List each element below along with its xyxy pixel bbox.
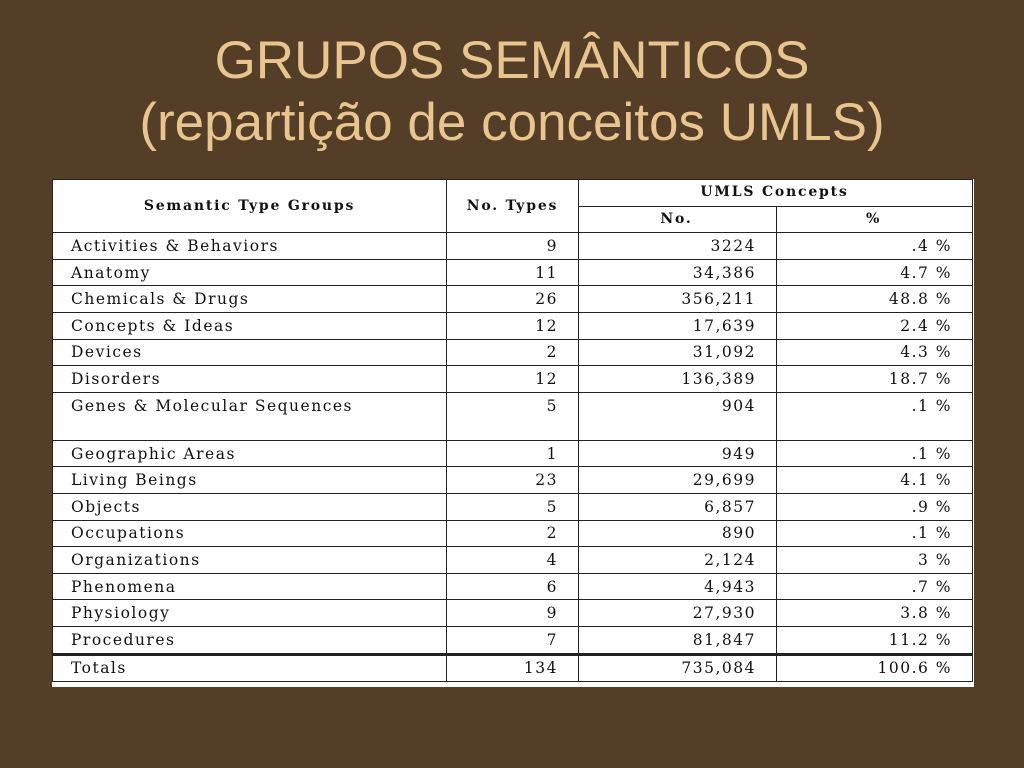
cell-concepts-count: 4,943: [579, 573, 777, 600]
cell-concepts-count: 29,699: [579, 467, 777, 494]
table-row: [53, 520, 973, 547]
cell-types-count: 12: [447, 366, 579, 393]
cell-types-count: 5: [447, 392, 579, 440]
table-row: [53, 286, 973, 313]
table-row: [53, 467, 973, 494]
cell-concepts-count: 735,084: [579, 654, 777, 682]
table-body: [53, 233, 973, 682]
table-row: [53, 312, 973, 339]
table-row: [53, 259, 973, 286]
cell-concepts-percent: 48.8 %: [777, 286, 973, 313]
header-concepts-percent: %: [777, 206, 973, 233]
table-row: [53, 493, 973, 520]
table-row: [53, 600, 973, 627]
table-row: [53, 233, 973, 260]
table-row: [53, 366, 973, 393]
header-semantic-type-groups: Semantic Type Groups: [53, 180, 447, 233]
cell-concepts-count: 31,092: [579, 339, 777, 366]
cell-concepts-count: 890: [579, 520, 777, 547]
cell-types-count: 134: [447, 654, 579, 682]
cell-group-name: Totals: [53, 654, 447, 682]
cell-group-name: Chemicals & Drugs: [53, 286, 447, 313]
header-umls-concepts: UMLS Concepts: [579, 180, 973, 207]
cell-group-name: Phenomena: [53, 573, 447, 600]
cell-group-name: Devices: [53, 339, 447, 366]
cell-concepts-count: 27,930: [579, 600, 777, 627]
cell-concepts-percent: 3 %: [777, 547, 973, 574]
cell-concepts-percent: 18.7 %: [777, 366, 973, 393]
cell-concepts-count: 904: [579, 392, 777, 440]
semantic-groups-table-container: [52, 179, 974, 687]
cell-group-name: Organizations: [53, 547, 447, 574]
totals-row: [53, 654, 973, 682]
cell-types-count: 26: [447, 286, 579, 313]
cell-types-count: 1: [447, 440, 579, 467]
cell-concepts-percent: .4 %: [777, 233, 973, 260]
table-row: [53, 573, 973, 600]
slide-title-line-1: GRUPOS SEMÂNTICOS: [214, 31, 810, 90]
cell-concepts-percent: 11.2 %: [777, 626, 973, 654]
cell-concepts-count: 3224: [579, 233, 777, 260]
cell-concepts-count: 949: [579, 440, 777, 467]
cell-concepts-percent: 100.6 %: [777, 654, 973, 682]
cell-group-name: Genes & Molecular Sequences: [53, 392, 447, 440]
cell-concepts-count: 81,847: [579, 626, 777, 654]
cell-types-count: 12: [447, 312, 579, 339]
cell-concepts-percent: 3.8 %: [777, 600, 973, 627]
cell-concepts-percent: .1 %: [777, 440, 973, 467]
cell-concepts-percent: .1 %: [777, 520, 973, 547]
cell-group-name: Physiology: [53, 600, 447, 627]
header-concepts-no: No.: [579, 206, 777, 233]
cell-types-count: 9: [447, 233, 579, 260]
cell-concepts-count: 34,386: [579, 259, 777, 286]
table-row: [53, 440, 973, 467]
cell-concepts-count: 17,639: [579, 312, 777, 339]
cell-types-count: 2: [447, 339, 579, 366]
cell-types-count: 5: [447, 493, 579, 520]
cell-group-name: Objects: [53, 493, 447, 520]
table-row: [53, 626, 973, 654]
cell-concepts-count: 356,211: [579, 286, 777, 313]
header-no-types: No. Types: [447, 180, 579, 233]
cell-types-count: 9: [447, 600, 579, 627]
cell-group-name: Occupations: [53, 520, 447, 547]
table-row: [53, 392, 973, 440]
cell-concepts-percent: 4.7 %: [777, 259, 973, 286]
slide-title-line-2: (repartição de conceitos UMLS): [139, 93, 885, 152]
cell-types-count: 7: [447, 626, 579, 654]
cell-concepts-count: 2,124: [579, 547, 777, 574]
slide-title: [0, 30, 1024, 154]
cell-concepts-percent: .1 %: [777, 392, 973, 440]
cell-types-count: 4: [447, 547, 579, 574]
cell-group-name: Activities & Behaviors: [53, 233, 447, 260]
semantic-groups-table: [52, 179, 973, 682]
cell-types-count: 11: [447, 259, 579, 286]
cell-group-name: Anatomy: [53, 259, 447, 286]
cell-types-count: 2: [447, 520, 579, 547]
cell-concepts-percent: 4.3 %: [777, 339, 973, 366]
cell-types-count: 23: [447, 467, 579, 494]
cell-concepts-count: 136,389: [579, 366, 777, 393]
cell-concepts-percent: .7 %: [777, 573, 973, 600]
cell-group-name: Geographic Areas: [53, 440, 447, 467]
cell-group-name: Procedures: [53, 626, 447, 654]
cell-types-count: 6: [447, 573, 579, 600]
table-row: [53, 339, 973, 366]
cell-concepts-percent: 2.4 %: [777, 312, 973, 339]
cell-group-name: Living Beings: [53, 467, 447, 494]
cell-group-name: Concepts & Ideas: [53, 312, 447, 339]
cell-group-name: Disorders: [53, 366, 447, 393]
table-row: [53, 547, 973, 574]
cell-concepts-percent: 4.1 %: [777, 467, 973, 494]
cell-concepts-count: 6,857: [579, 493, 777, 520]
cell-concepts-percent: .9 %: [777, 493, 973, 520]
